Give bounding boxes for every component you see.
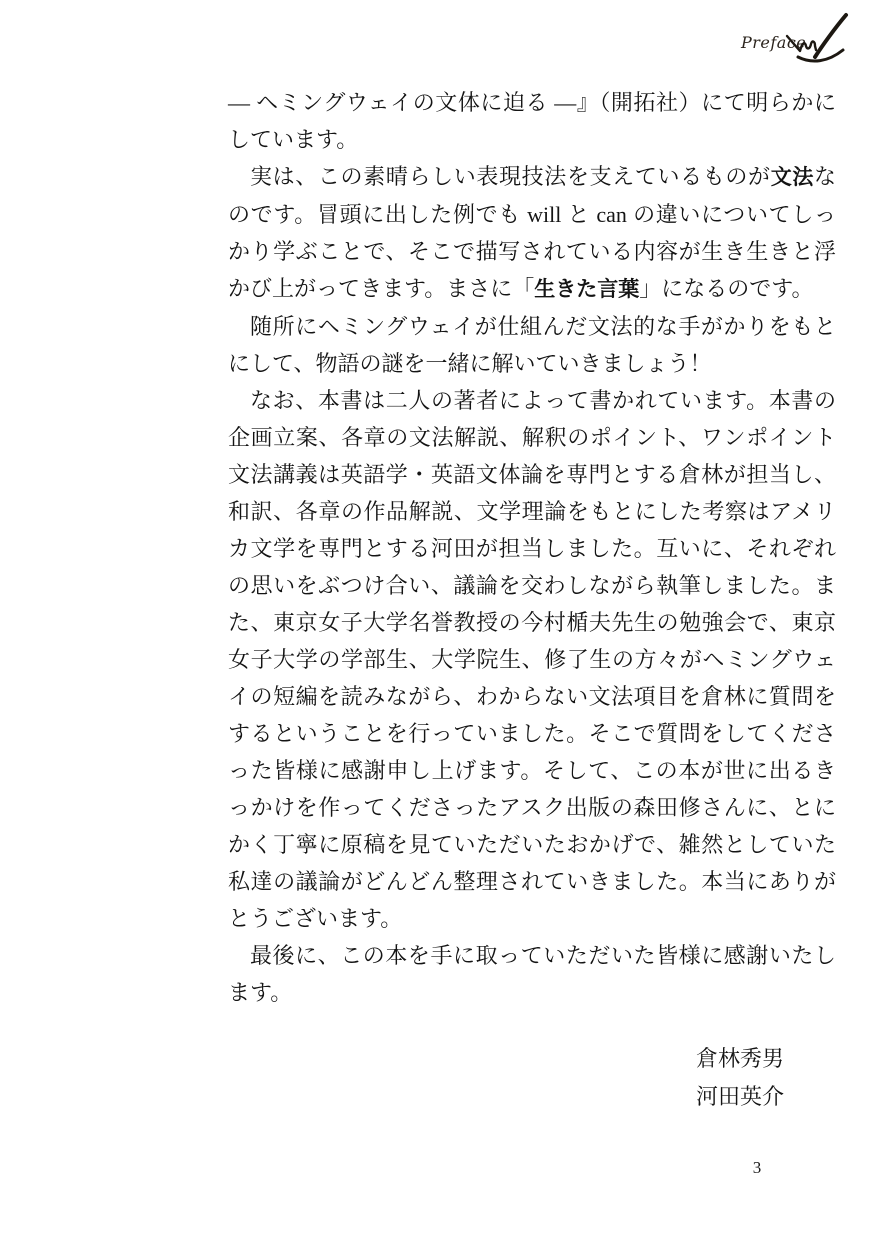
page-number: 3 [752, 1158, 762, 1177]
paragraph [228, 158, 836, 308]
paragraph [228, 937, 836, 1011]
paragraph [228, 382, 836, 937]
page-header [0, 0, 875, 80]
body-text-segment: 実は、この素晴らしい表現技法を支えているものが [250, 164, 771, 189]
body-text-segment: なお、本書は二人の著者によって書かれています。本書の企画立案、各章の文法解説、解釈のポイント、ワンポイント文法講義は英語学・英語文体論を専門とする倉林が担当し、和訳、各章の作品解説、文学理論をもとにした考察はアメリカ文学を専門とする河田が担当しました。互いに、それぞれの思いをぶつけ合い、議論を交わしながら執筆しました。また、東京女子大学名誉教授の今村楯夫先生の勉強会で、東京女子大学の学部生、大学院生、修了生の方々がヘミングウェイの短編を読みながら、わからない文法項目を倉林に質問をするということを行っていました。そこで質問をしてくださった皆様に感謝申し上げます。そして、この本が世に出るきっかけを作ってくださったアスク出版の森田修さんに、とにかく丁寧に原稿を見ていただいたおかげで、雑然としていた私達の議論がどんどん整理されていきました。本当にありがとうございます。 [228, 388, 836, 931]
author-signatures [228, 1040, 836, 1116]
body-text-segment: なのです。冒頭に出した例でも will と can の違いについてしっかり学ぶことで、そこで描写されている内容が生き生きと浮かび上がってきます。まさに「 [228, 164, 836, 301]
body-text-segment: 最後に、この本を手に取っていただいた皆様に感謝いたします。 [228, 943, 836, 1005]
body-text-segment: ― ヘミングウェイの文体に迫る ―』（開拓社）にて明らかにしています。 [228, 90, 836, 152]
emphasized-text: 生きた言葉 [534, 277, 640, 301]
pen-flourish-icon [784, 12, 850, 66]
preface-body-text [228, 84, 836, 1011]
body-text-segment: 」になるのです。 [639, 276, 814, 301]
author-name: 倉林秀男 [695, 1046, 784, 1071]
paragraph [228, 308, 836, 382]
body-text-segment: 随所にヘミングウェイが仕組んだ文法的な手がかりをもとにして、物語の謎を一緒に解いていきましょう！ [228, 314, 836, 376]
author-name: 河田英介 [695, 1084, 784, 1109]
paragraph [228, 84, 836, 158]
emphasized-text: 文法 [770, 165, 814, 189]
preface-label: Preface [741, 33, 807, 52]
